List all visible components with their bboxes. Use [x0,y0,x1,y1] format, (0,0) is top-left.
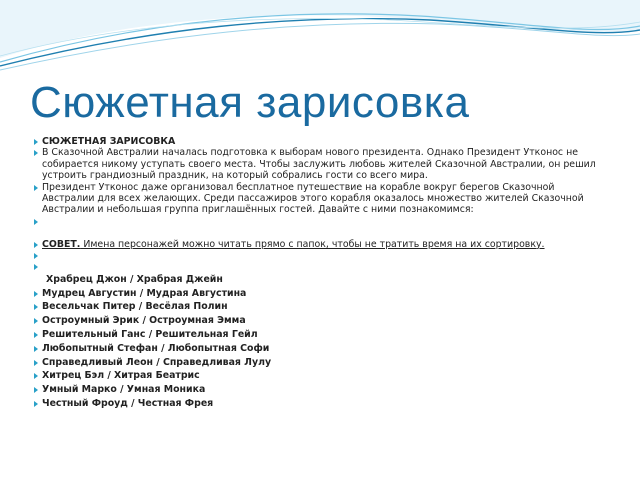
bullet-icon [34,401,38,407]
bullet-icon [34,387,38,393]
story-paragraph: Президент Утконос даже организовал бесплатное путешествие на корабле вокруг берегов Сказочной Австралии для всех желающих. Среди пассажиров этого корабля оказалось множество жителей Сказочной Австралии и небольшая группа приглашённых гостей. Давайте с ними познакомимся: [42,181,584,216]
heading-text: СЮЖЕТНАЯ ЗАРИСОВКА [42,136,176,147]
bullet-icon [34,332,38,338]
tip-text: Имена персонажей можно читать прямо с папок, чтобы не тратить время на их сортировку. [80,238,545,250]
character-pair: Умный Марко / Умная Моника [34,383,608,397]
list-item [34,136,608,147]
bullet-icon [34,304,38,310]
bullet-icon [34,242,38,248]
intro-paragraph: В Сказочной Австралии началась подготовка к выборам нового президента. Однако Президент Утконос не собирается никому уступать своего места. Чтобы заслужить любовь жителей Сказочной Австралии, он решил устроить грандиозный праздник, на который собрались гости со всего мира. [42,147,596,182]
bullet-icon [34,346,38,352]
character-pair: Остроумный Эрик / Остроумная Эмма [34,314,608,328]
slide-content [34,136,608,411]
bullet-icon [34,219,38,225]
decorative-waves [0,0,640,80]
slide-title: Сюжетная зарисовка [30,78,470,127]
bullet-icon [34,318,38,324]
list-item [34,182,608,216]
list-item [34,239,608,250]
bullet-icon [34,360,38,366]
list-item-empty [34,216,608,227]
character-pair: Хитрец Бэл / Хитрая Беатрис [34,369,608,383]
bullet-icon [34,253,38,259]
list-item-empty [34,261,608,272]
bullet-icon [34,185,38,191]
bullet-icon [34,291,38,297]
character-pair-first: Храбрец Джон / Храбрая Джейн [46,273,223,285]
character-pair: Любопытный Стефан / Любопытная Софи [34,342,608,356]
bullet-icon [34,373,38,379]
bullet-icon [34,264,38,270]
bullet-icon [34,139,38,145]
list-item-empty [34,250,608,261]
character-pair: Справедливый Леон / Справедливая Лулу [34,356,608,370]
character-pair: Решительный Ганс / Решительная Гейл [34,328,608,342]
character-pair: Весельчак Питер / Весёлая Полин [34,300,608,314]
character-pair: Честный Фроуд / Честная Фрея [34,397,608,411]
bullet-icon [34,150,38,156]
tip-label: СОВЕТ. [42,238,81,250]
character-list [34,287,608,411]
character-pair: Мудрец Августин / Мудрая Августина [34,287,608,301]
list-item [34,147,608,181]
